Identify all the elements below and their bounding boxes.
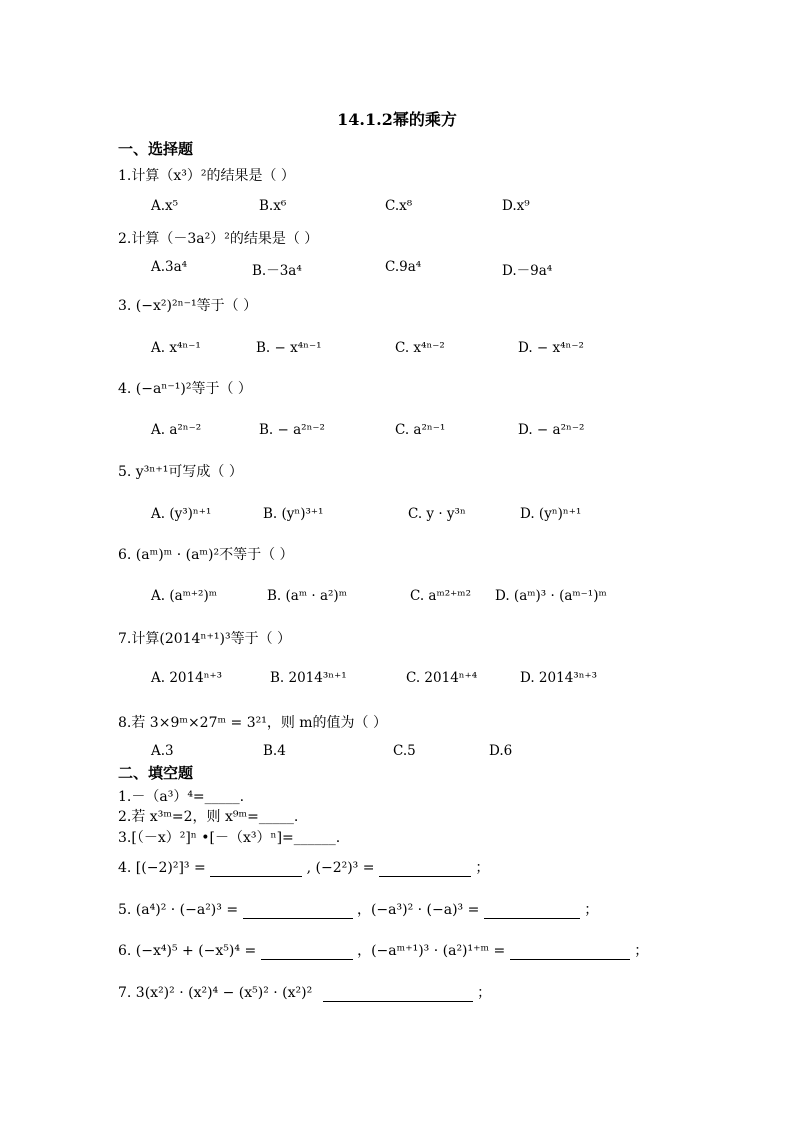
- option-c: C.9a⁴: [385, 259, 422, 275]
- option-d: D. (aᵐ)³ · (aᵐ⁻¹)ᵐ: [495, 588, 607, 604]
- option-c: C.x⁸: [385, 198, 413, 214]
- option-d: D. (yⁿ)ⁿ⁺¹: [520, 506, 582, 522]
- option-a: A.3a⁴: [151, 259, 188, 275]
- fill-6-part-b: ，(−aᵐ⁺¹)³ · (a²)¹⁺ᵐ =: [357, 943, 506, 959]
- option-a: A.x⁵: [151, 198, 179, 214]
- question-2-options: [0, 259, 794, 283]
- fill-5-end: ；: [584, 902, 599, 918]
- question-1: 1.计算（x³）²的结果是（ ）: [118, 168, 295, 184]
- option-b: B. (yⁿ)³⁺¹: [263, 506, 324, 522]
- option-b: B.x⁶: [259, 198, 287, 214]
- answer-blank[interactable]: [379, 862, 471, 877]
- option-d: D. − x⁴ⁿ⁻²: [518, 340, 584, 356]
- fill-question-6: [118, 940, 648, 960]
- option-b: B. − a²ⁿ⁻²: [259, 422, 325, 438]
- fill-4-end: ；: [475, 860, 490, 876]
- option-a: A. a²ⁿ⁻²: [151, 422, 202, 438]
- question-8: 8.若 3×9ᵐ×27ᵐ = 3²¹，则 m的值为（ ）: [118, 715, 388, 731]
- fill-7-part-a: 7. 3(x²)² · (x²)⁴ − (x⁵)² · (x²)²: [118, 985, 313, 1001]
- option-a: A. 2014ⁿ⁺³: [151, 670, 223, 686]
- fill-question-3: 3.[（－x）²]ⁿ •[－（x³）ⁿ]=______.: [118, 830, 341, 846]
- question-4-options: [0, 422, 794, 446]
- option-b: B. − x⁴ⁿ⁻¹: [256, 340, 322, 356]
- option-a: A.3: [151, 743, 174, 759]
- fill-question-2: 2.若 x³ᵐ=2，则 x⁹ᵐ=_____.: [118, 809, 299, 825]
- answer-blank[interactable]: [243, 904, 353, 919]
- question-3: 3. (−x²)²ⁿ⁻¹等于（ ）: [118, 298, 258, 314]
- option-b: B.－3a⁴: [252, 263, 302, 279]
- section-heading-fill: 二、填空题: [118, 764, 194, 782]
- fill-4-part-b: , (−2²)³ =: [306, 860, 375, 876]
- fill-4-part-a: 4. [(−2)²]³ =: [118, 860, 206, 876]
- option-b: B. (aᵐ · a²)ᵐ: [267, 588, 347, 604]
- answer-blank[interactable]: [323, 987, 473, 1002]
- question-2: 2.计算（－3a²）²的结果是（ ）: [118, 231, 319, 247]
- question-5-options: [0, 506, 794, 530]
- fill-6-part-a: 6. (−x⁴)⁵ + (−x⁵)⁴ =: [118, 943, 257, 959]
- option-a: A. (y³)ⁿ⁺¹: [151, 506, 212, 522]
- option-d: D. 2014³ⁿ⁺³: [520, 670, 598, 686]
- option-d: D. − a²ⁿ⁻²: [518, 422, 585, 438]
- page-title: 14.1.2幂的乘方: [337, 110, 457, 129]
- fill-5-part-a: 5. (a⁴)² · (−a²)³ =: [118, 902, 239, 918]
- option-c: C. 2014ⁿ⁺⁴: [406, 670, 478, 686]
- option-c: C. y · y³ⁿ: [408, 506, 466, 522]
- answer-blank[interactable]: [510, 945, 630, 960]
- option-c: C. aᵐ²⁺ᵐ²: [410, 588, 471, 604]
- answer-blank[interactable]: [484, 904, 580, 919]
- fill-question-1: 1.－（a³）⁴=_____.: [118, 789, 245, 805]
- fill-question-4: [118, 857, 489, 877]
- fill-question-5: [118, 899, 598, 919]
- question-6: 6. (aᵐ)ᵐ · (aᵐ)²不等于（ ）: [118, 547, 294, 563]
- question-3-options: [0, 340, 794, 364]
- option-c: C. x⁴ⁿ⁻²: [395, 340, 445, 356]
- answer-blank[interactable]: [210, 862, 302, 877]
- answer-blank[interactable]: [261, 945, 353, 960]
- option-a: A. x⁴ⁿ⁻¹: [151, 340, 201, 356]
- section-heading-choice: 一、选择题: [118, 140, 194, 158]
- option-d: D.－9a⁴: [502, 263, 553, 279]
- fill-5-part-b: ，(−a³)² · (−a)³ =: [356, 902, 480, 918]
- fill-6-end: ；: [634, 943, 649, 959]
- question-7: 7.计算(2014ⁿ⁺¹)³等于（ ）: [118, 631, 292, 647]
- option-b: B.4: [263, 743, 286, 759]
- option-b: B. 2014³ⁿ⁺¹: [270, 670, 347, 686]
- fill-question-7: [118, 982, 491, 1002]
- option-d: D.x⁹: [502, 198, 530, 214]
- fill-7-end: ；: [477, 985, 492, 1001]
- question-6-options: [0, 588, 794, 612]
- question-1-options: [0, 198, 794, 222]
- question-5: 5. y³ⁿ⁺¹可写成（ ）: [118, 464, 243, 480]
- question-4: 4. (−aⁿ⁻¹)²等于（ ）: [118, 381, 252, 397]
- question-7-options: [0, 670, 794, 694]
- option-c: C.5: [393, 743, 416, 759]
- option-d: D.6: [489, 743, 513, 759]
- option-a: A. (aᵐ⁺²)ᵐ: [151, 588, 218, 604]
- option-c: C. a²ⁿ⁻¹: [395, 422, 446, 438]
